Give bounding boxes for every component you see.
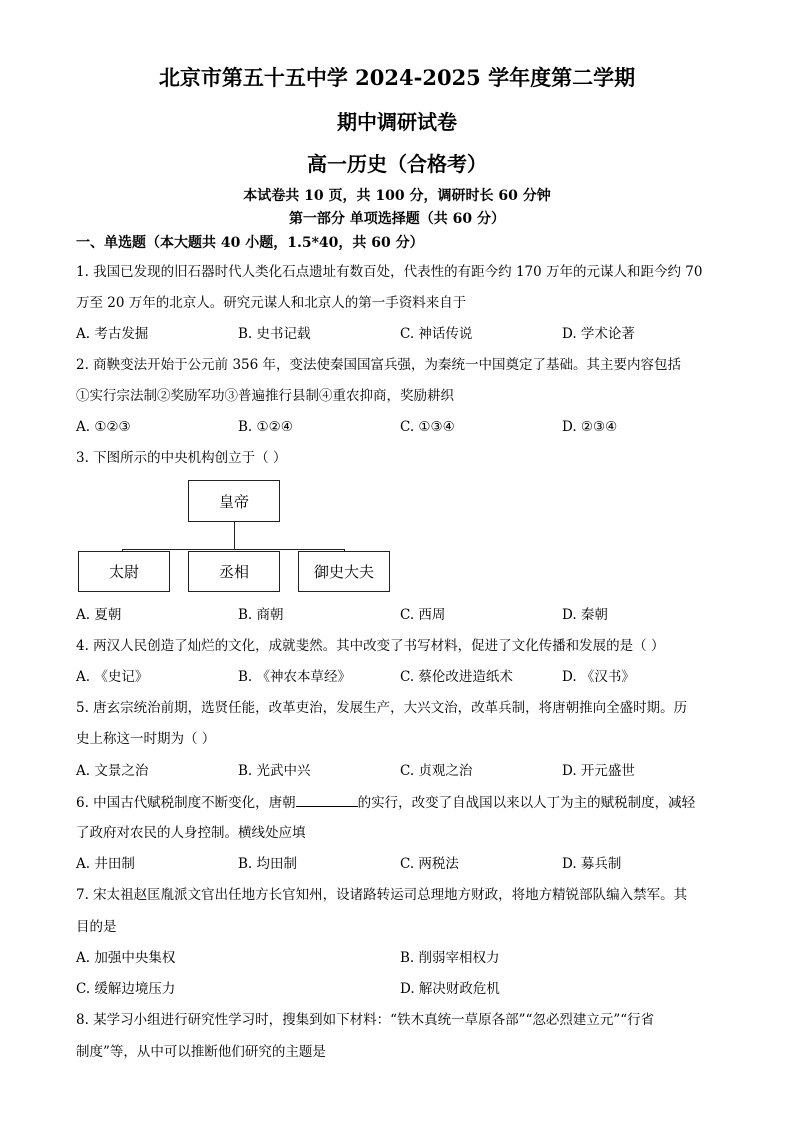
- diagram-connector: [234, 522, 235, 549]
- q6-blank: [296, 792, 358, 807]
- q2-line-1: 2. 商鞅变法开始于公元前 356 年，变法使秦国国富兵强，为秦统一中国奠定了基础。其主要内容包括: [76, 357, 682, 373]
- q3-option-d: D. 秦朝: [562, 607, 608, 623]
- q1-option-d: D. 学术论著: [562, 326, 635, 342]
- q5-line-1: 5. 唐玄宗统治前期，选贤任能，改革吏治，发展生产，大兴文治，改革兵制，将唐朝推向全盛时期。历: [76, 700, 688, 716]
- q1-option-c: C. 神话传说: [400, 326, 473, 342]
- diagram-connector: [122, 549, 345, 550]
- q3-line-1: 3. 下图所示的中央机构创立于（ ）: [76, 450, 287, 466]
- exam-title: 期中调研试卷: [337, 110, 457, 134]
- section-heading: 一、单选题（本大题共 40 小题，1.5*40，共 60 分）: [76, 235, 424, 251]
- exam-info: 本试卷共 10 页，共 100 分，调研时长 60 分钟: [243, 188, 551, 204]
- q5-line-2: 史上称这一时期为（ ）: [76, 731, 216, 747]
- q2-option-b: B. ①②④: [238, 419, 293, 435]
- q6-option-c: C. 两税法: [400, 856, 459, 872]
- q6-text-after-blank: 的实行，改变了自战国以来以人丁为主的赋税制度，减轻: [357, 795, 696, 811]
- q5-option-a: A. 文景之治: [76, 763, 149, 779]
- q7-option-a: A. 加强中央集权: [76, 950, 176, 966]
- diagram-node-emperor: 皇帝: [188, 480, 280, 522]
- part-title: 第一部分 单项选择题（共 60 分）: [288, 211, 506, 227]
- q2-option-a: A. ①②③: [76, 419, 131, 435]
- q5-option-b: B. 光武中兴: [238, 763, 311, 779]
- q6-text-before-blank: 6. 中国古代赋税制度不断变化，唐朝: [76, 795, 296, 811]
- q7-option-b: B. 削弱宰相权力: [400, 950, 500, 966]
- q6-option-b: B. 均田制: [238, 856, 298, 872]
- q4-option-d: D. 《汉书》: [562, 669, 635, 685]
- q2-option-c: C. ①③④: [400, 419, 455, 435]
- q1-option-a: A. 考古发掘: [76, 326, 149, 342]
- diagram-node-yushidafu: 御史大夫: [298, 551, 390, 592]
- q4-option-a: A. 《史记》: [76, 669, 149, 685]
- q3-option-b: B. 商朝: [238, 607, 284, 623]
- school-title: 北京市第五十五中学 2024-2025 学年度第二学期: [158, 65, 636, 90]
- q1-line-2: 万至 20 万年的北京人。研究元谋人和北京人的第一手资料来自于: [76, 295, 467, 311]
- q6-line-1: [76, 792, 695, 813]
- q7-line-2: 目的是: [76, 919, 117, 935]
- q4-line-1: 4. 两汉人民创造了灿烂的文化，成就斐然。其中改变了书写材料，促进了文化传播和发展的是（ ）: [76, 638, 665, 654]
- subject-title: 高一历史（合格考）: [307, 152, 487, 176]
- q5-option-c: C. 贞观之治: [400, 763, 473, 779]
- q7-option-d: D. 解决财政危机: [400, 981, 500, 997]
- q3-option-a: A. 夏朝: [76, 607, 122, 623]
- q1-option-b: B. 史书记载: [238, 326, 311, 342]
- q3-option-c: C. 西周: [400, 607, 446, 623]
- q6-line-2: 了政府对农民的人身控制。横线处应填: [76, 825, 306, 841]
- diagram-node-taiwei: 太尉: [78, 551, 170, 592]
- q2-line-2: ①实行宗法制②奖励军功③普遍推行县制④重农抑商，奖励耕织: [76, 388, 454, 404]
- q5-option-d: D. 开元盛世: [562, 763, 635, 779]
- q8-line-1: 8. 某学习小组进行研究性学习时，搜集到如下材料：“铁木真统一草原各部”“忽必烈建立元”“行省: [76, 1012, 655, 1028]
- q6-option-d: D. 募兵制: [562, 856, 622, 872]
- q2-option-d: D. ②③④: [562, 419, 618, 435]
- q7-option-c: C. 缓解边境压力: [76, 981, 176, 997]
- central-government-diagram: [76, 478, 396, 596]
- q4-option-c: C. 蔡伦改进造纸术: [400, 669, 513, 685]
- q4-option-b: B. 《神农本草经》: [238, 669, 352, 685]
- q7-line-1: 7. 宋太祖赵匡胤派文官出任地方长官知州，设诸路转运司总理地方财政，将地方精锐部队编入禁军。其: [76, 887, 688, 903]
- q8-line-2: 制度”等，从中可以推断他们研究的主题是: [76, 1044, 326, 1060]
- q6-option-a: A. 井田制: [76, 856, 135, 872]
- q1-line-1: 1. 我国已发现的旧石器时代人类化石点遗址有数百处，代表性的有距今约 170 万年的元谋人和距今约 70: [76, 264, 703, 280]
- diagram-node-chengxiang: 丞相: [188, 551, 280, 592]
